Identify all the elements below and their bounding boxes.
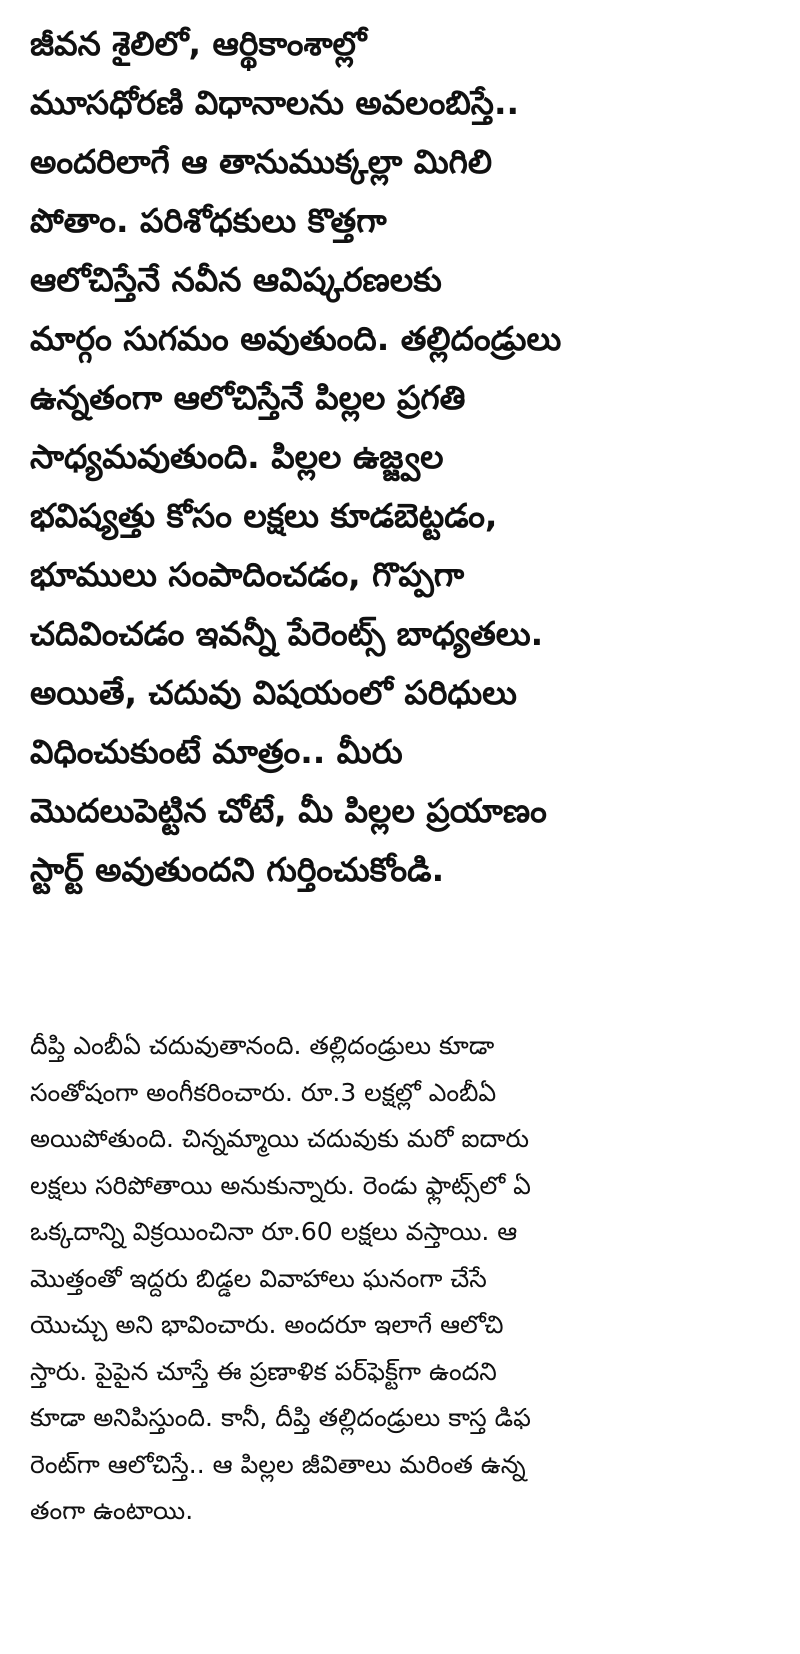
body-paragraph-line: మొత్తంతో ఇద్దరు బిడ్డల వివాహాలు ఘనంగా చేసే <box>30 1263 487 1293</box>
bold-paragraph-line: ఆలోచిస్తేనే నవీన ఆవిష్కరణలకు <box>30 260 442 299</box>
body-paragraph-line: లక్షలు సరిపోతాయి అనుకున్నారు. రెండు ఫ్లాట్స్‌లో ఏ <box>30 1170 531 1200</box>
bold-paragraph-line: చదివించడం ఇవన్నీ పేరెంట్స్ బాధ్యతలు. <box>30 614 544 653</box>
bold-paragraph-line: స్టార్ట్ అవుతుందని గుర్తించుకోండి. <box>30 850 445 889</box>
bold-paragraph-line: అందరిలాగే ఆ తానుముక్కల్లా మిగిలి <box>30 142 493 181</box>
bold-paragraph-line: ఉన్నతంగా ఆలోచిస్తేనే పిల్లల ప్రగతి <box>30 378 466 417</box>
bold-paragraph-line: భవిష్యత్తు కోసం లక్షలు కూడబెట్టడం, <box>30 496 498 535</box>
bold-intro-paragraph <box>30 14 782 899</box>
body-paragraph <box>30 1023 782 1535</box>
bold-paragraph-line: పోతాం. పరిశోధకులు కొత్తగా <box>30 201 387 240</box>
bold-paragraph-line: జీవన శైలిలో, ఆర్థికాంశాల్లో <box>30 24 367 63</box>
body-paragraph-line: స్తారు. పైపైన చూస్తే ఈ ప్రణాళిక పర్‌ఫెక్ట్‌గా ఉందని <box>30 1356 497 1386</box>
bold-paragraph-line: మొదలుపెట్టిన చోటే, మీ పిల్లల ప్రయాణం <box>30 791 547 830</box>
bold-paragraph-line: భూములు సంపాదించడం, గొప్పగా <box>30 555 465 594</box>
bold-paragraph-line: మూసధోరణి విధానాలను అవలంబిస్తే.. <box>30 83 520 122</box>
bold-paragraph-line: మార్గం సుగమం అవుతుంది. తల్లిదండ్రులు <box>30 319 562 358</box>
body-paragraph-line: రెంట్‌గా ఆలోచిస్తే.. ఆ పిల్లల జీవితాలు మరింత ఉన్న <box>30 1449 526 1479</box>
body-paragraph-line: ఒక్కదాన్ని విక్రయించినా రూ.60 లక్షలు వస్తాయి. ఆ <box>30 1217 518 1246</box>
body-paragraph-line: దీప్తి ఎంబీఏ చదువుతానంది. తల్లిదండ్రులు కూడా <box>30 1031 495 1060</box>
body-paragraph-line: అయిపోతుంది. చిన్నమ్మాయి చదువుకు మరో ఐదారు <box>30 1124 529 1153</box>
body-paragraph-line: కూడా అనిపిస్తుంది. కానీ, దీప్తి తల్లిదండ్రులు కాస్త డిఫ <box>30 1403 531 1432</box>
body-paragraph-line: యొచ్చు అని భావించారు. అందరూ ఇలాగే ఆలోచి <box>30 1310 504 1339</box>
bold-paragraph-line: అయితే, చదువు విషయంలో పరిధులు <box>30 673 517 712</box>
body-paragraph-line: తంగా ఉంటాయి. <box>30 1496 194 1525</box>
bold-paragraph-line: సాధ్యమవుతుంది. పిల్లల ఉజ్జ్వల <box>30 437 444 476</box>
bold-paragraph-line: విధించుకుంటే మాత్రం.. మీరు <box>30 732 403 771</box>
body-paragraph-line: సంతోషంగా అంగీకరించారు. రూ.3 లక్షల్లో ఎంబీఏ <box>30 1077 497 1107</box>
